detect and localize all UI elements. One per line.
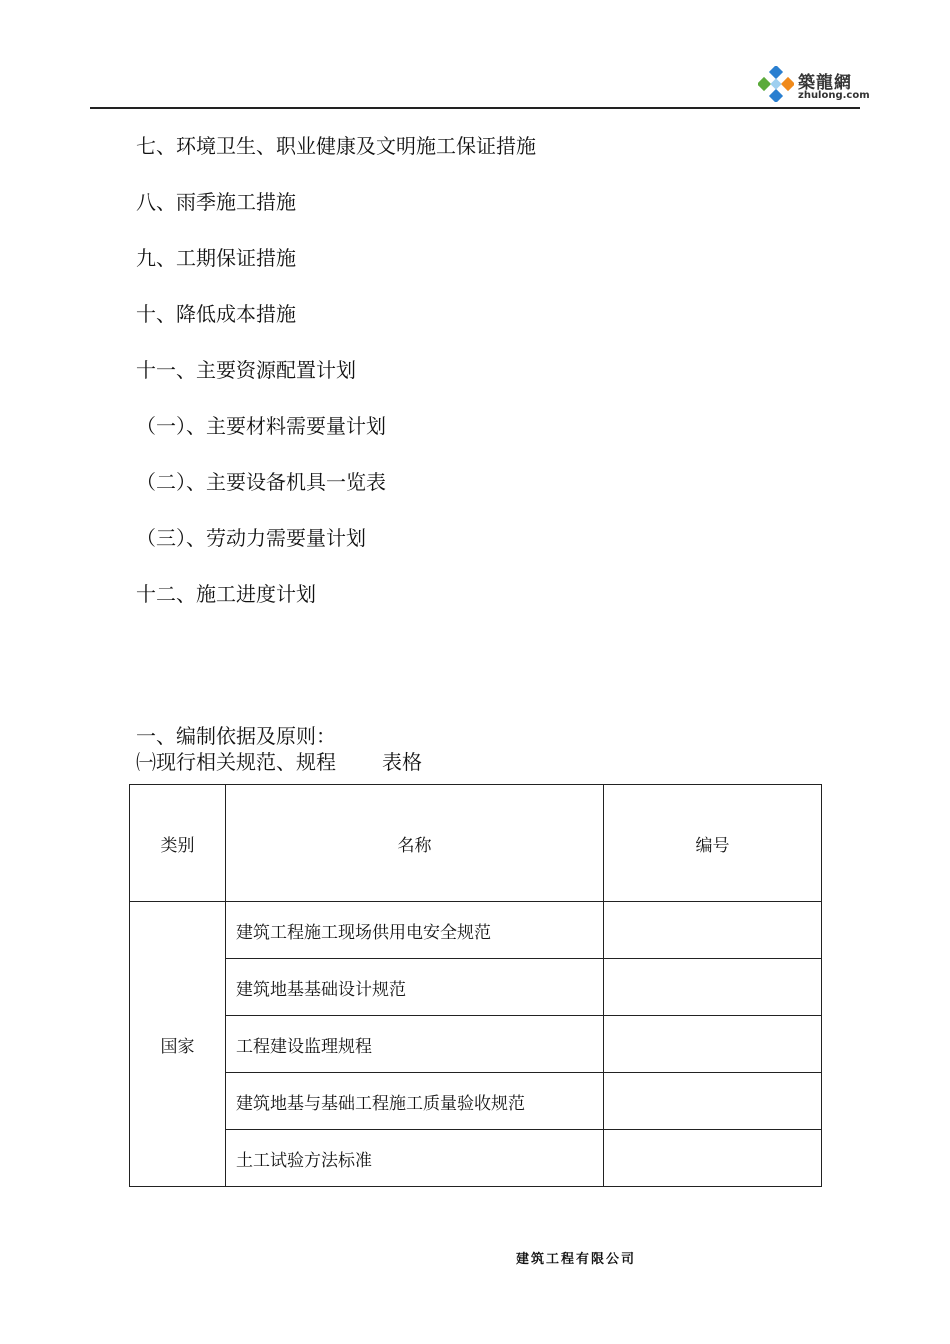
code-cell <box>604 1130 822 1187</box>
logo-text-cn: 築龍網 <box>798 73 852 93</box>
code-cell <box>604 1073 822 1130</box>
name-cell: 工程建设监理规程 <box>226 1016 604 1073</box>
code-cell <box>604 1016 822 1073</box>
toc-item: 八、雨季施工措施 <box>136 190 296 214</box>
code-cell <box>604 902 822 959</box>
toc-item: 七、环境卫生、职业健康及文明施工保证措施 <box>136 134 536 158</box>
header-name: 名称 <box>226 785 604 902</box>
toc-item: 十二、施工进度计划 <box>136 582 316 606</box>
zhulong-logo-icon <box>758 66 794 102</box>
section-subtitle <box>136 750 422 774</box>
header-category: 类别 <box>130 785 226 902</box>
table-row <box>130 1016 822 1073</box>
table-header-row <box>130 785 822 902</box>
table-row <box>130 959 822 1016</box>
toc-item: （三）、劳动力需要量计划 <box>136 526 366 550</box>
logo-text-en: zhulong.com <box>798 90 870 101</box>
name-cell: 建筑工程施工现场供用电安全规范 <box>226 902 604 959</box>
name-cell: 建筑地基基础设计规范 <box>226 959 604 1016</box>
name-cell: 建筑地基与基础工程施工质量验收规范 <box>226 1073 604 1130</box>
category-cell: 国家 <box>130 902 226 1187</box>
subtitle-suffix: 表格 <box>382 750 422 774</box>
header-code: 编号 <box>604 785 822 902</box>
footer-company: 建筑工程有限公司 <box>516 1252 637 1267</box>
toc-item: （二）、主要设备机具一览表 <box>136 470 386 494</box>
subtitle-text: ㈠现行相关规范、规程 <box>136 750 336 774</box>
toc-item: 十一、主要资源配置计划 <box>136 358 356 382</box>
table-row <box>130 1073 822 1130</box>
toc-item: 九、工期保证措施 <box>136 246 296 270</box>
table-row <box>130 902 822 959</box>
zhulong-logo <box>758 66 868 106</box>
toc-item: （一）、主要材料需要量计划 <box>136 414 386 438</box>
toc-item: 十、降低成本措施 <box>136 302 296 326</box>
section-title: 一、编制依据及原则： <box>136 724 336 748</box>
header-divider <box>90 107 860 109</box>
name-cell: 土工试验方法标准 <box>226 1130 604 1187</box>
norms-table <box>129 784 822 1187</box>
code-cell <box>604 959 822 1016</box>
table-row <box>130 1130 822 1187</box>
